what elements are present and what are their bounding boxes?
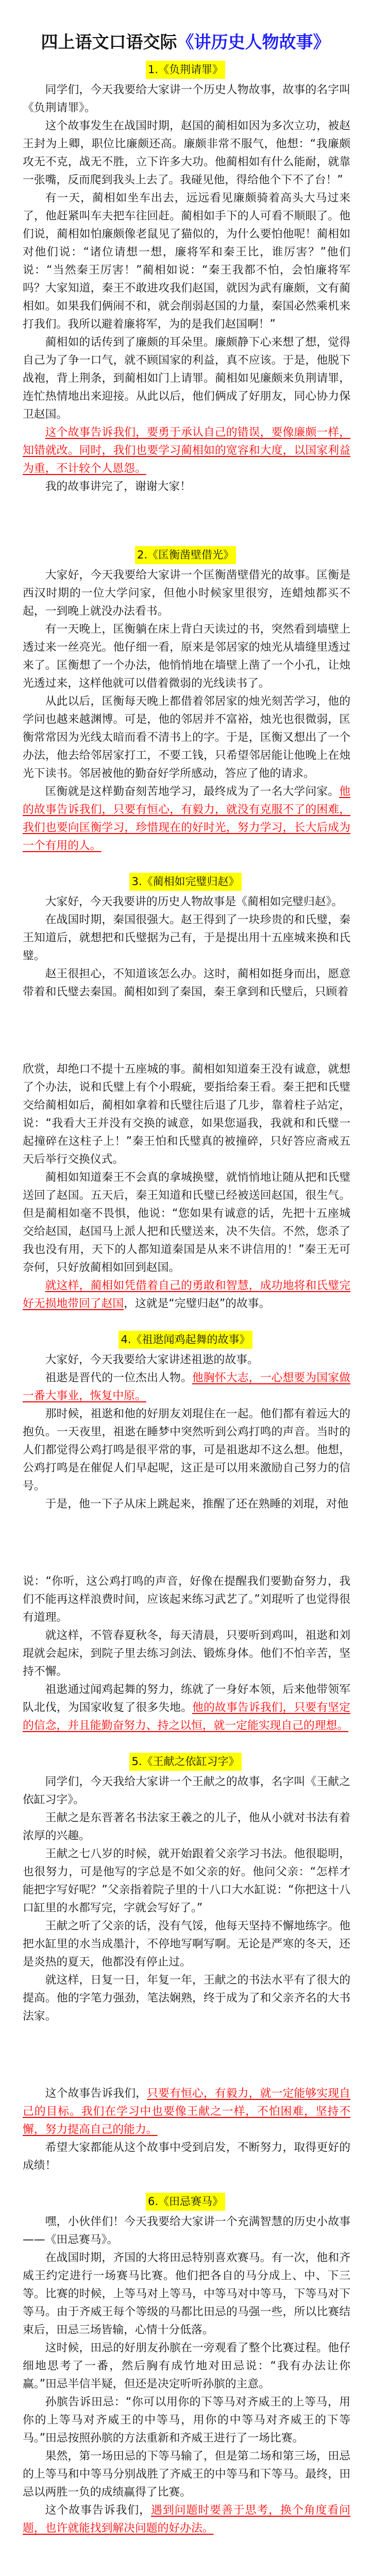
paragraph-text: 就这样，日复一日，年复一年，王献之的书法水平有了很大的提高。他的字笔力强劲，笔法娴熟，终于成为了和父亲齐名的大书法家。 (23, 1974, 350, 2023)
story-paragraph (23, 783, 350, 855)
story-heading-wrap (0, 1753, 371, 1771)
paragraph-text: 有一天晚上，匡衡躺在床上背白天读过的书，突然看到墙壁上透过来一丝亮光。他仔细一看，原来是邻居家的烛光从墙缝里透过来了。匡衡想了一个办法，他悄悄地在墙壁上凿了一个小孔，让烛光透过来，这样他就可以借着微弱的光线读书了。 (23, 623, 350, 690)
paragraph-text: 大家好，今天我要讲的历史人物故事是《蔺相如完璧归赵》。 (45, 895, 343, 908)
story-paragraph (23, 1369, 350, 1405)
paragraph-text: 果然，第一场田忌的下等马输了，但是第二场和第三场，田忌的上等马和中等马分别战胜了齐威王的中等马和下等马。最终，田忌以两胜一负的成绩赢得了比赛。 (23, 2450, 350, 2499)
paragraph-text: 祖逖是晋代的一位杰出人物。 (45, 1371, 192, 1384)
paragraph-text: 祖逖通过闻鸡起舞的努力，练就了一身好本领，后来他带领军队北伐，为国家收复了很多失地。 (23, 1683, 350, 1714)
paragraph-text: 在战国时期，齐国的大将田忌特别喜欢赛马。有一次，他和齐威王约定进行一场赛马比赛。他们把各自的马分成上、中、下三等。比赛的时候，上等马对上等马，中等马对中等马，下等马对下等马。由于齐威王每个等级的马都比田忌的马强一些，所以比赛结束后，田忌三场皆输，心情十分低落。 (23, 2251, 350, 2336)
story-paragraph (23, 2084, 350, 2139)
paragraph-text: 于是，他一下子从床上跳起来，推醒了还在熟睡的刘琨，对他 (45, 1498, 349, 1511)
story-section (0, 873, 371, 1313)
story-paragraph (23, 2339, 350, 2393)
story-paragraph (23, 1277, 350, 1313)
story-paragraph (23, 1351, 350, 1369)
story-paragraph (23, 117, 350, 189)
story-paragraph (23, 2501, 350, 2537)
story-paragraph (23, 1495, 350, 1513)
paragraph-text: 王献之七八岁的时候，就开始跟着父亲学习书法。他很聪明，也很努力，可是他写的字总是不如父亲的好。他问父亲：“怎样才能把字写好呢？”父亲指着院子里的十八口大水缸说：“你把这十八口缸里的水都写完，字就会写好了。” (23, 1848, 350, 1914)
story-paragraph (23, 2447, 350, 2501)
paragraph-text: 大家好，今天我要给大家讲述祖逖的故事。 (45, 1353, 259, 1366)
title-main: 四上语文口语交际 (41, 32, 177, 52)
story-heading: 1.《负荆请罪》 (146, 61, 225, 79)
story-paragraph (23, 333, 350, 423)
story-heading-wrap (0, 873, 371, 891)
document (0, 32, 371, 2558)
paragraph-text: 从此以后，匡衡每天晚上都借着邻居家的烛光刻苦学习，他的学问也越来越渊博。可是，他的邻居并不富裕，烛光也很微弱，匡衡常常因为光线太暗而看不清书上的字。于是，匡衡又想出了一个办法，他去给邻居家打工，不要工钱，只希望邻居能让他晚上在烛光下读书。邻居被他的勤奋好学所感动，答应了他的请求。 (23, 695, 350, 780)
paragraph-text: 匡衡就是这样勤奋刻苦地学习，最终成为了一名大学问家。 (45, 785, 340, 798)
moral-highlight: 他的故事告诉我们，只要有恒心，有毅力，就没有克服不了的困难，我们也要向匡衡学习，珍惜现在的好时光，努力学习，长大后成为一个有用的人。 (23, 785, 350, 852)
story-paragraph (23, 2213, 350, 2249)
story-section (0, 1331, 371, 1735)
story-paragraph (23, 2393, 350, 2447)
document-title (0, 32, 371, 53)
moral-highlight: 遇到问题时要善于思考，换个角度看问题，也许就能找到解决问题的好办法。 (23, 2504, 350, 2535)
paragraph-text: 大家好，今天我要给大家讲一个匡衡凿壁借光的故事。匡衡是西汉时期的一位大学问家，但他小时候家里很穷，连蜡烛都买不起，一到晚上就没办法看书。 (23, 569, 350, 618)
paragraph-text: 这个故事发生在战国时期，赵国的蔺相如因为多次立功，被赵王封为上卿，职位比廉颇还高。廉颇非常不服气，他想：“我廉颇攻无不克，战无不胜，立下许多大功。他蔺相如有什么能耐，就靠一张嘴，反而爬到我头上去了。我碰见他，得给他个下不了台！” (23, 120, 350, 187)
moral-highlight: 就这样，蔺相如凭借着自己的勇敢和智慧，成功地将和氏璧完好无损地带回了赵国 (23, 1279, 350, 1310)
story-paragraph (23, 1572, 350, 1626)
story-paragraph (23, 2249, 350, 2339)
moral-highlight: 他胸怀大志，一心想要为国家做一番大事业，恢复中原。 (23, 1371, 350, 1402)
paragraph-text: 王献之是东晋著名书法家王羲之的儿子，他从小就对书法有着浓厚的兴趣。 (23, 1811, 350, 1842)
paragraph-text: 这个故事告诉我们， (45, 2504, 151, 2517)
story-section (0, 1753, 371, 2175)
story-paragraph (23, 1681, 350, 1735)
story-list (0, 61, 371, 2537)
story-heading: 5.《王献之依缸习字》 (129, 1753, 241, 1771)
story-heading-wrap (0, 61, 371, 79)
story-heading-wrap (0, 546, 371, 564)
paragraph-text: 欣赏，却绝口不提十五座城的事。蔺相如知道秦王没有诚意，就想了个办法，说和氏璧上有个小瑕疵，要指给秦王看。秦王把和氏璧交给蔺相如后，蔺相如拿着和氏璧往后退了几步，靠着柱子站定，说：“我看大王并没有交换的诚意，如果您逼我，我就和和氏璧一起撞碎在这柱子上！”秦王怕和氏璧真的被撞碎，只好答应斋戒五天后举行交换仪式。 (23, 1063, 350, 1166)
story-heading: 3.《蔺相如完璧归赵》 (129, 873, 241, 891)
moral-highlight: 只要有恒心，有毅力，就一定能够实现自己的目标。我们在学习中也要像王献之一样，不怕困难，坚持不懈，努力提高自己的能力。 (23, 2087, 350, 2136)
story-paragraph (23, 1809, 350, 1845)
story-heading-wrap (0, 2193, 371, 2211)
story-paragraph (23, 189, 350, 333)
story-section (0, 2193, 371, 2537)
story-section (0, 546, 371, 855)
story-paragraph (23, 1168, 350, 1277)
paragraph-text: 王献之听了父亲的话，没有气馁，他每天坚持不懈地练字。他把水缸里的水当成墨汁，不停地写啊写啊。无论是严寒的冬天，还是炎热的夏天，他都没有停止过。 (23, 1920, 350, 1969)
story-paragraph (23, 620, 350, 692)
paragraph-text: 这时候，田忌的好朋友孙膑在一旁观看了整个比赛过程。他仔细地思考了一番，然后胸有成竹地对田忌说：“我有办法让你赢。”田忌半信半疑，但还是决定听听孙膑的主意。 (23, 2342, 350, 2391)
paragraph-text: ，这就是“完璧归赵”的故事。 (124, 1297, 271, 1310)
story-section (0, 61, 371, 496)
story-paragraph (23, 81, 350, 117)
paragraph-text: 希望大家都能从这个故事中受到启发，不断努力，取得更好的成绩！ (23, 2141, 350, 2172)
story-paragraph (23, 1971, 350, 2025)
moral-highlight: 这个故事告诉我们，要勇于承认自己的错误，要像廉颇一样，知错就改。同时，我们也要学习蔺相如的宽容和大度，以国家利益为重，不计较个人恩怨。 (23, 426, 350, 475)
story-paragraph (23, 893, 350, 911)
story-paragraph (23, 692, 350, 783)
story-paragraph (23, 2139, 350, 2175)
paragraph-text: 在战国时期，秦国很强大。赵王得到了一块珍贵的和氏璧，秦王知道后，就想把和氏璧据为己有，于是提出用十五座城来换和氏璧。 (23, 913, 350, 962)
story-heading: 2.《匡衡凿壁借光》 (135, 546, 236, 564)
paragraph-text: 孙膑告诉田忌：“你可以用你的下等马对齐威王的上等马，用你的上等马对齐威王的中等马，用你的中等马对齐威王的下等马。”田忌按照孙膑的方法重新和齐威王进行了一场比赛。 (23, 2396, 350, 2445)
paragraph-text: 蔺相如知道秦王不会真的拿城换璧，就悄悄地让随从把和氏璧送回了赵国。五天后，秦王知道和氏璧已经被送回赵国，很生气。但是蔺相如毫不畏惧，他说：“您如果有诚意的话，先把十五座城交给赵国，赵国马上派人把和氏璧送来，决不失信。不然，您杀了我也没有用，天下的人都知道秦国是从来不讲信用的！”秦王无可奈何，只好放蔺相如回到赵国。 (23, 1171, 350, 1274)
story-heading-wrap (0, 1331, 371, 1349)
story-paragraph (23, 1626, 350, 1681)
paragraph-text: 说：“你听，这公鸡打鸣的声音，好像在提醒我们要勤奋努力，我们不能再这样浪费时间，应该起来练习武艺了。”刘琨听了也觉得很有道理。 (23, 1575, 350, 1624)
story-paragraph (23, 1405, 350, 1495)
story-heading: 6.《田忌赛马》 (146, 2193, 225, 2211)
paragraph-text: 就这样，不管春夏秋冬，每天清晨，只要听到鸡叫，祖逖和刘琨就会起床，到院子里去练习剑法、锻炼身体。他们不怕辛苦，坚持不懈。 (23, 1629, 350, 1678)
story-paragraph (23, 478, 350, 496)
paragraph-text: 有一天，蔺相如坐车出去，远远看见廉颇骑着高头大马过来了，他赶紧叫车夫把车往回赶。蔺相如手下的人可看不顺眼了。他们说，蔺相如怕廉颇像老鼠见了猫似的，为什么要怕他呢！蔺相如对他们说：“诸位请想一想，廉将军和秦王比，谁厉害？”他们说：“当然秦王厉害！”蔺相如说：“秦王我都不怕，会怕廉将军吗？大家知道，秦王不敢进攻我们赵国，就因为武有廉颇，文有蔺相如。如果我们俩闹不和，就会削弱赵国的力量，秦国必然乘机来打我们。我所以避着廉将军，为的是我们赵国啊！” (23, 192, 350, 331)
paragraph-text: 我的故事讲完了，谢谢大家！ (45, 480, 191, 493)
paragraph-text: 同学们，今天我给大家讲一个王献之的故事，名字叫《王献之依缸习字》。 (23, 1775, 350, 1806)
paragraph-text: 蔺相如的话传到了廉颇的耳朵里。廉颇静下心来想了想，觉得自己为了争一口气，就不顾国家的利益，真不应该。于是，他脱下战袍，背上荆条，到蔺相如门上请罪。蔺相如见廉颇来负荆请罪，连忙热情地出来迎接。从此以后，他们俩成了好朋友，同心协力保卫赵国。 (23, 336, 350, 421)
story-paragraph (23, 1773, 350, 1809)
story-paragraph (23, 1845, 350, 1917)
title-topic: 《讲历史人物故事》 (177, 32, 330, 52)
paragraph-text: 那时候，祖逖和他的好朋友刘琨住在一起。他们都有着远大的抱负。一天夜里，祖逖在睡梦中突然听到公鸡打鸣的声音。当时的人们都觉得公鸡打鸣是很平常的事，可是祖逖却不这么想。他想，公鸡打鸣是在催促人们早起呢，这正是可以用来激励自己努力的信号。 (23, 1408, 350, 1493)
moral-highlight: 他的故事告诉我们，只要有坚定的信念，并且能勤奋努力、持之以恒，就一定能实现自己的理想。 (23, 1701, 350, 1732)
paragraph-text: 赵王很担心，不知道该怎么办。这时，蔺相如挺身而出，愿意带着和氏璧去秦国。蔺相如到了秦国，秦王拿到和氏璧后，只顾着 (23, 968, 350, 998)
story-paragraph (23, 965, 350, 1001)
story-paragraph (23, 566, 350, 620)
paragraph-text: 这个故事告诉我们， (45, 2087, 147, 2100)
story-heading: 4.《祖逖闻鸡起舞的故事》 (119, 1331, 252, 1349)
story-paragraph (23, 1060, 350, 1168)
paragraph-text: 同学们，今天我要给大家讲一个历史人物故事，故事的名字叫《负荆请罪》。 (23, 83, 350, 114)
paragraph-text: 嘿，小伙伴们！今天我要给大家讲一个充满智慧的历史小故事——《田忌赛马》。 (23, 2215, 350, 2246)
story-paragraph (23, 1917, 350, 1971)
story-paragraph (23, 911, 350, 965)
story-paragraph (23, 423, 350, 478)
